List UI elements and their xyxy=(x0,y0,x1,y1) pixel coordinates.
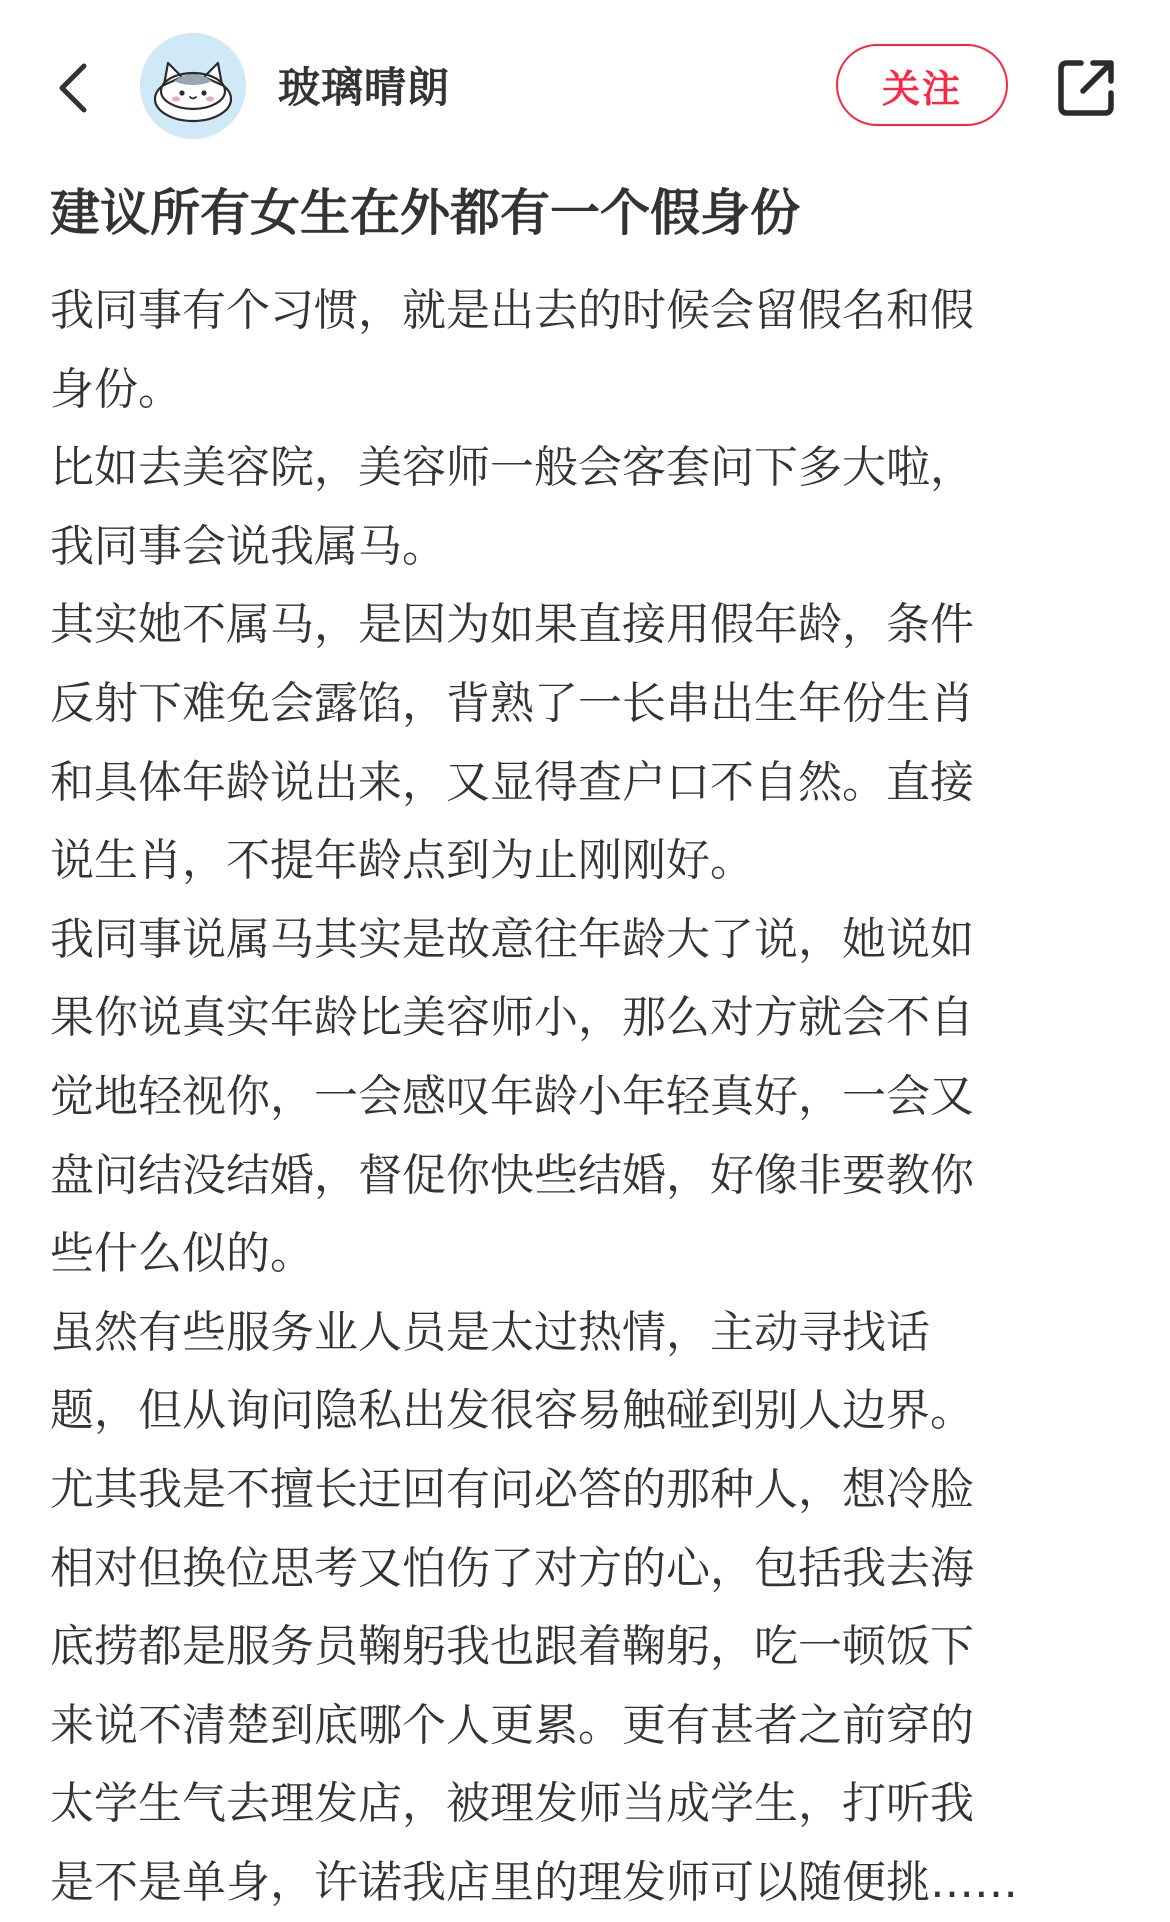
body-line: 我同事说属马其实是故意往年龄大了说，她说如 xyxy=(50,913,974,965)
body-line: 是不是单身，许诺我店里的理发师可以随便挑…… xyxy=(50,1856,1018,1908)
avatar[interactable] xyxy=(140,33,246,139)
body-line: 题，但从询问隐私出发很容易触碰到别人边界。 xyxy=(50,1385,974,1437)
back-button[interactable] xyxy=(42,48,102,128)
body-line: 和具体年龄说出来，又显得查户口不自然。直接 xyxy=(50,756,974,808)
body-line: 相对但换位思考又怕伤了对方的心，包括我去海 xyxy=(50,1542,974,1594)
body-line: 尤其我是不擅长迂回有问必答的那种人，想冷脸 xyxy=(50,1463,974,1515)
body-line: 虽然有些服务业人员是太过热情，主动寻找话 xyxy=(50,1306,930,1358)
chevron-left-icon xyxy=(52,60,92,116)
share-button[interactable] xyxy=(1053,55,1119,121)
cat-avatar-icon xyxy=(140,33,246,139)
post-body xyxy=(50,272,1130,1922)
body-line: 底捞都是服务员鞠躬我也跟着鞠躬，吃一顿饭下 xyxy=(50,1621,974,1673)
body-line: 其实她不属马，是因为如果直接用假年龄，条件 xyxy=(50,599,974,651)
body-line: 盘问结没结婚，督促你快些结婚，好像非要教你 xyxy=(50,1149,974,1201)
body-line: 太学生气去理发店，被理发师当成学生，打听我 xyxy=(50,1778,974,1830)
share-external-icon xyxy=(1053,55,1119,121)
body-line: 些什么似的。 xyxy=(50,1228,314,1280)
post-title: 建议所有女生在外都有一个假身份 xyxy=(50,184,800,242)
follow-button[interactable]: 关注 xyxy=(836,44,1008,126)
body-line: 比如去美容院，美容师一般会客套问下多大啦， xyxy=(50,442,974,494)
body-line: 身份。 xyxy=(50,363,182,415)
body-line: 我同事会说我属马。 xyxy=(50,520,446,572)
username[interactable]: 玻璃晴朗 xyxy=(278,63,451,112)
body-line: 我同事有个习惯，就是出去的时候会留假名和假 xyxy=(50,285,974,336)
body-line: 说生肖，不提年龄点到为止刚刚好。 xyxy=(50,835,754,887)
post-header xyxy=(0,0,1170,175)
body-line: 果你说真实年龄比美容师小，那么对方就会不自 xyxy=(50,992,974,1044)
body-line: 反射下难免会露馅，背熟了一长串出生年份生肖 xyxy=(50,677,974,729)
body-line: 觉地轻视你，一会感叹年龄小年轻真好，一会又 xyxy=(50,1070,974,1122)
body-line: 来说不清楚到底哪个人更累。更有甚者之前穿的 xyxy=(50,1699,974,1751)
